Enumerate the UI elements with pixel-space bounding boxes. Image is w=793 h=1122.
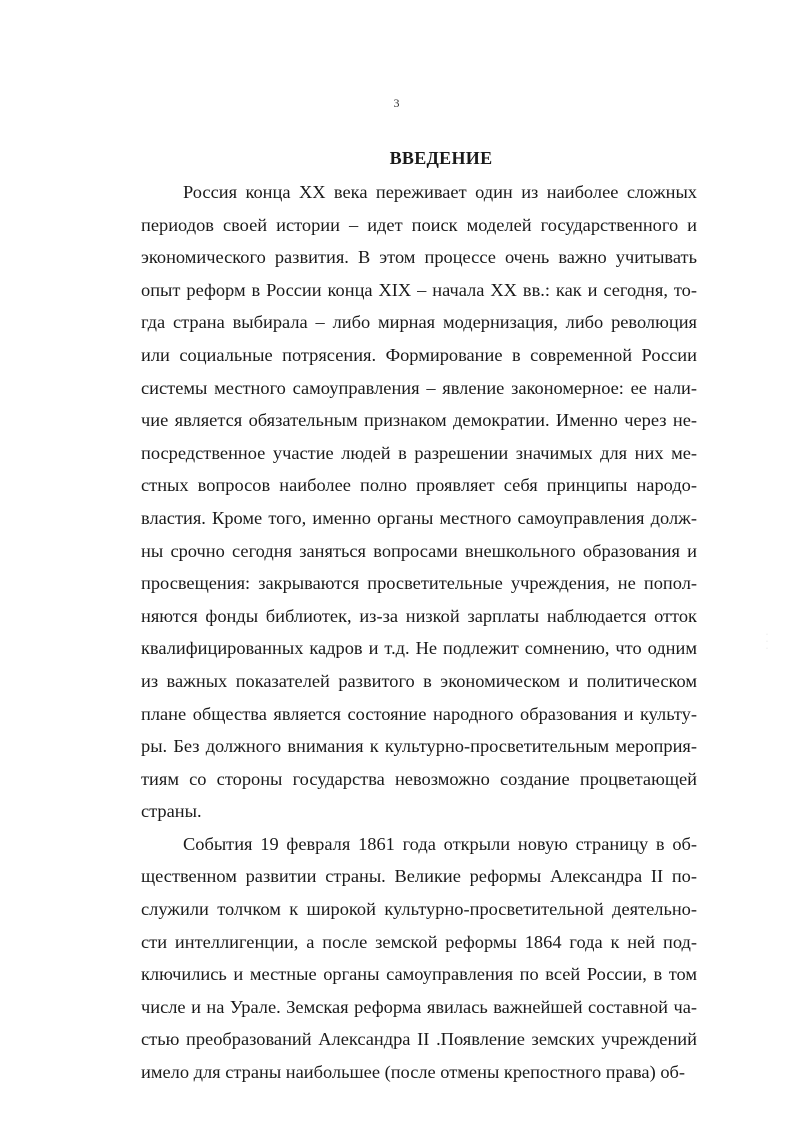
text-line: просвещения: закрываются просветительные учреждения, не попол- [141,573,697,594]
text-line: тиям со стороны государства невозможно создание процветающей [141,768,697,789]
paragraph [141,176,697,828]
text-line: ры. Без должного внимания к культурно-просветительным мероприя- [141,736,697,757]
text-line: страны. [141,801,202,822]
text-line: няются фонды библиотек, из-за низкой зарплаты наблюдается отток [141,605,697,626]
text-line: ключились и местные органы самоуправления по всей России, в том [141,964,697,985]
text-line: экономического развития. В этом процессе очень важно учитывать [141,247,697,268]
text-line: ны срочно сегодня заняться вопросами внешкольного образования и [141,540,697,561]
text-line: опыт реформ в России конца XIX – начала XX вв.: как и сегодня, то- [141,279,697,300]
text-line: числе и на Урале. Земская реформа явилась важнейшей составной ча- [141,996,697,1017]
text-line: Россия конца XX века переживает один из наиболее сложных [183,182,697,202]
text-line: щественном развитии страны. Великие реформы Александра II по- [141,866,697,887]
text-line: властия. Кроме того, именно органы местного самоуправления долж- [141,507,697,528]
text-line: гда страна выбирала – либо мирная модернизация, либо революция [141,312,697,333]
paragraph [141,828,697,1089]
text-line: посредственное участие людей в разрешении значимых для них ме- [141,442,697,463]
text-line: сти интеллигенции, а после земской реформы 1864 года к ней под- [141,931,697,952]
body-text [141,176,697,1089]
text-line: События 19 февраля 1861 года открыли новую страницу в об- [183,833,697,854]
page-number: 3 [393,96,400,110]
text-line: стью преобразований Александра II .Появление земских учреждений [141,1029,697,1050]
text-line: из важных показателей развитого в экономическом и политическом [141,670,697,691]
text-line: системы местного самоуправления – явление закономерное: ее нали- [141,377,697,398]
text-line: плане общества является состояние народного образования и культу- [141,703,697,724]
text-line: квалифицированных кадров и т.д. Не подлежит сомнению, что одним [141,638,697,659]
scan-artifact-dots: · · · [766,632,768,652]
text-line: стных вопросов наиболее полно проявляет себя принципы народо- [141,475,697,496]
text-line: периодов своей истории – идет поиск моделей государственного и [141,214,697,235]
section-title: ВВЕДЕНИЕ [389,148,493,168]
text-line: чие является обязательным признаком демократии. Именно через не- [141,410,697,431]
text-line: имело для страны наибольшее (после отмены крепостного права) об- [141,1062,685,1083]
text-line: служили толчком к широкой культурно-просветительной деятельно- [141,899,697,920]
text-line: или социальные потрясения. Формирование в современной России [141,344,697,365]
